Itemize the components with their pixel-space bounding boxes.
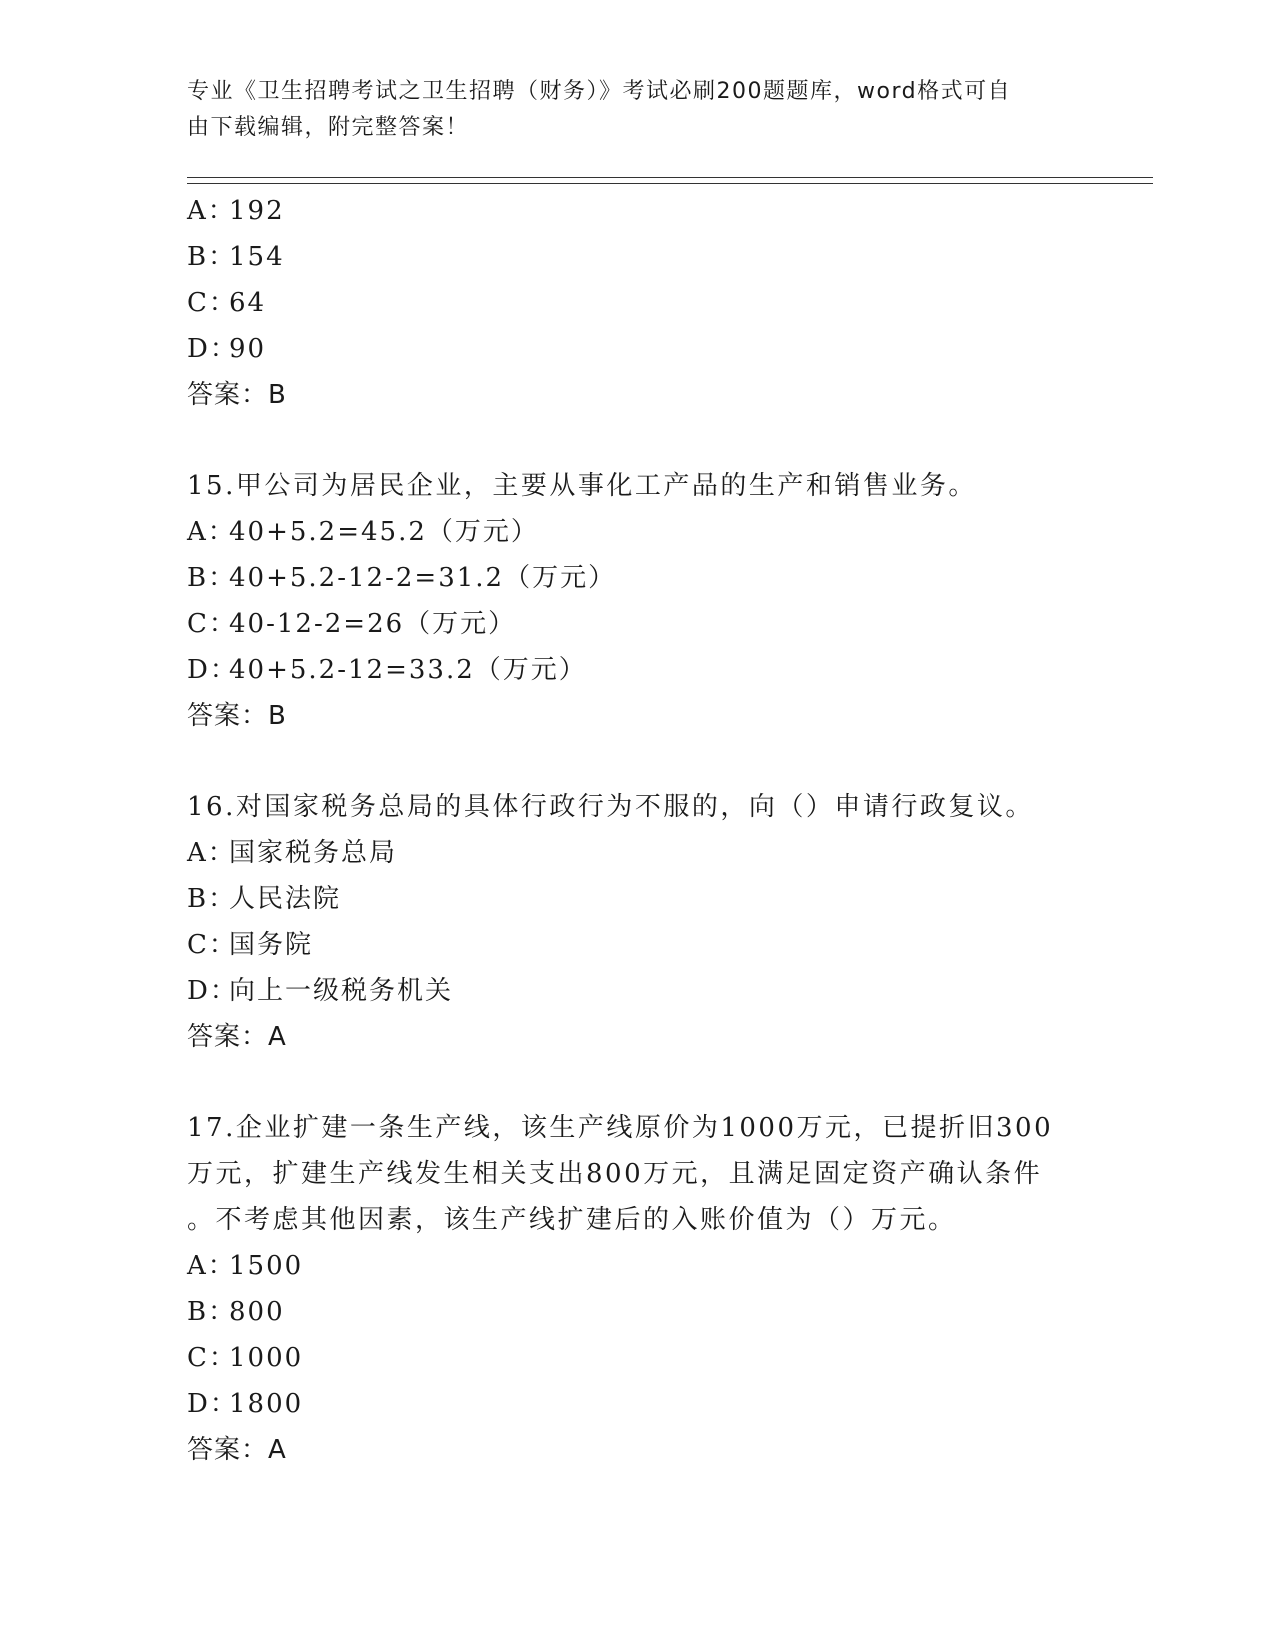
option-text: 40+5.2-12=33.2（万元） xyxy=(229,655,587,685)
header-line-1: 专业《卫生招聘考试之卫生招聘（财务）》考试必刷200题题库，word格式可自 xyxy=(187,79,1012,104)
option-letter: C： xyxy=(187,609,237,639)
option-d xyxy=(187,968,1087,1014)
option-text: 40-12-2=26（万元） xyxy=(229,609,517,639)
question-stem-line-1: 17.企业扩建一条生产线，该生产线原价为1000万元，已提折旧300 xyxy=(187,1113,1054,1143)
question-content xyxy=(187,188,1087,1473)
option-letter: C： xyxy=(187,1343,237,1373)
option-letter: A： xyxy=(187,838,236,868)
option-text: 90 xyxy=(229,334,267,364)
option-d xyxy=(187,1381,1087,1427)
option-b xyxy=(187,555,1087,601)
option-letter: C： xyxy=(187,930,237,960)
header-line-2: 由下载编辑，附完整答案！ xyxy=(187,115,470,140)
option-letter: D： xyxy=(187,655,238,685)
header-divider-top xyxy=(187,177,1153,178)
answer-line: 答案：A xyxy=(187,1435,287,1465)
option-text: 40+5.2-12-2=31.2（万元） xyxy=(229,563,617,593)
option-d xyxy=(187,326,1087,372)
option-letter: C： xyxy=(187,288,237,318)
option-letter: B： xyxy=(187,1297,237,1327)
option-text: 向上一级税务机关 xyxy=(229,976,454,1006)
option-letter: D： xyxy=(187,1389,238,1419)
question-stem: 15.甲公司为居民企业，主要从事化工产品的生产和销售业务。 xyxy=(187,471,977,501)
option-c xyxy=(187,922,1087,968)
question-15 xyxy=(187,463,1087,739)
option-letter: A： xyxy=(187,1251,236,1281)
option-letter: A： xyxy=(187,196,236,226)
header-divider-bottom xyxy=(187,183,1153,184)
option-text: 192 xyxy=(229,196,285,226)
option-text: 40+5.2=45.2（万元） xyxy=(229,517,539,547)
option-letter: A： xyxy=(187,517,236,547)
option-c xyxy=(187,1335,1087,1381)
option-a xyxy=(187,1243,1087,1289)
answer-line: 答案：B xyxy=(187,380,287,410)
option-letter: B： xyxy=(187,242,237,272)
option-b xyxy=(187,234,1087,280)
option-text: 人民法院 xyxy=(229,884,342,914)
question-stem-line-3: 。不考虑其他因素，该生产线扩建后的入账价值为（）万元。 xyxy=(187,1205,957,1235)
option-b xyxy=(187,1289,1087,1335)
document-header xyxy=(187,74,1067,146)
option-letter: D： xyxy=(187,334,238,364)
answer-line: 答案：B xyxy=(187,701,287,731)
question-16 xyxy=(187,784,1087,1060)
option-letter: B： xyxy=(187,563,237,593)
option-d xyxy=(187,647,1087,693)
option-text: 1000 xyxy=(229,1343,304,1373)
spacer xyxy=(187,418,1087,463)
option-a xyxy=(187,509,1087,555)
answer-line: 答案：A xyxy=(187,1022,287,1052)
question-14 xyxy=(187,188,1087,418)
option-text: 1800 xyxy=(229,1389,304,1419)
spacer xyxy=(187,1060,1087,1105)
option-text: 1500 xyxy=(229,1251,304,1281)
option-a xyxy=(187,188,1087,234)
option-text: 国务院 xyxy=(229,930,314,960)
option-c xyxy=(187,280,1087,326)
option-b xyxy=(187,876,1087,922)
option-letter: D： xyxy=(187,976,238,1006)
option-a xyxy=(187,830,1087,876)
option-c xyxy=(187,601,1087,647)
option-text: 154 xyxy=(229,242,285,272)
option-text: 64 xyxy=(229,288,267,318)
option-letter: B： xyxy=(187,884,237,914)
question-17 xyxy=(187,1105,1087,1473)
option-text: 国家税务总局 xyxy=(229,838,398,868)
question-stem-line-2: 万元，扩建生产线发生相关支出800万元，且满足固定资产确认条件 xyxy=(187,1159,1043,1189)
option-text: 800 xyxy=(229,1297,285,1327)
question-stem: 16.对国家税务总局的具体行政行为不服的，向（）申请行政复议。 xyxy=(187,792,1034,822)
spacer xyxy=(187,739,1087,784)
